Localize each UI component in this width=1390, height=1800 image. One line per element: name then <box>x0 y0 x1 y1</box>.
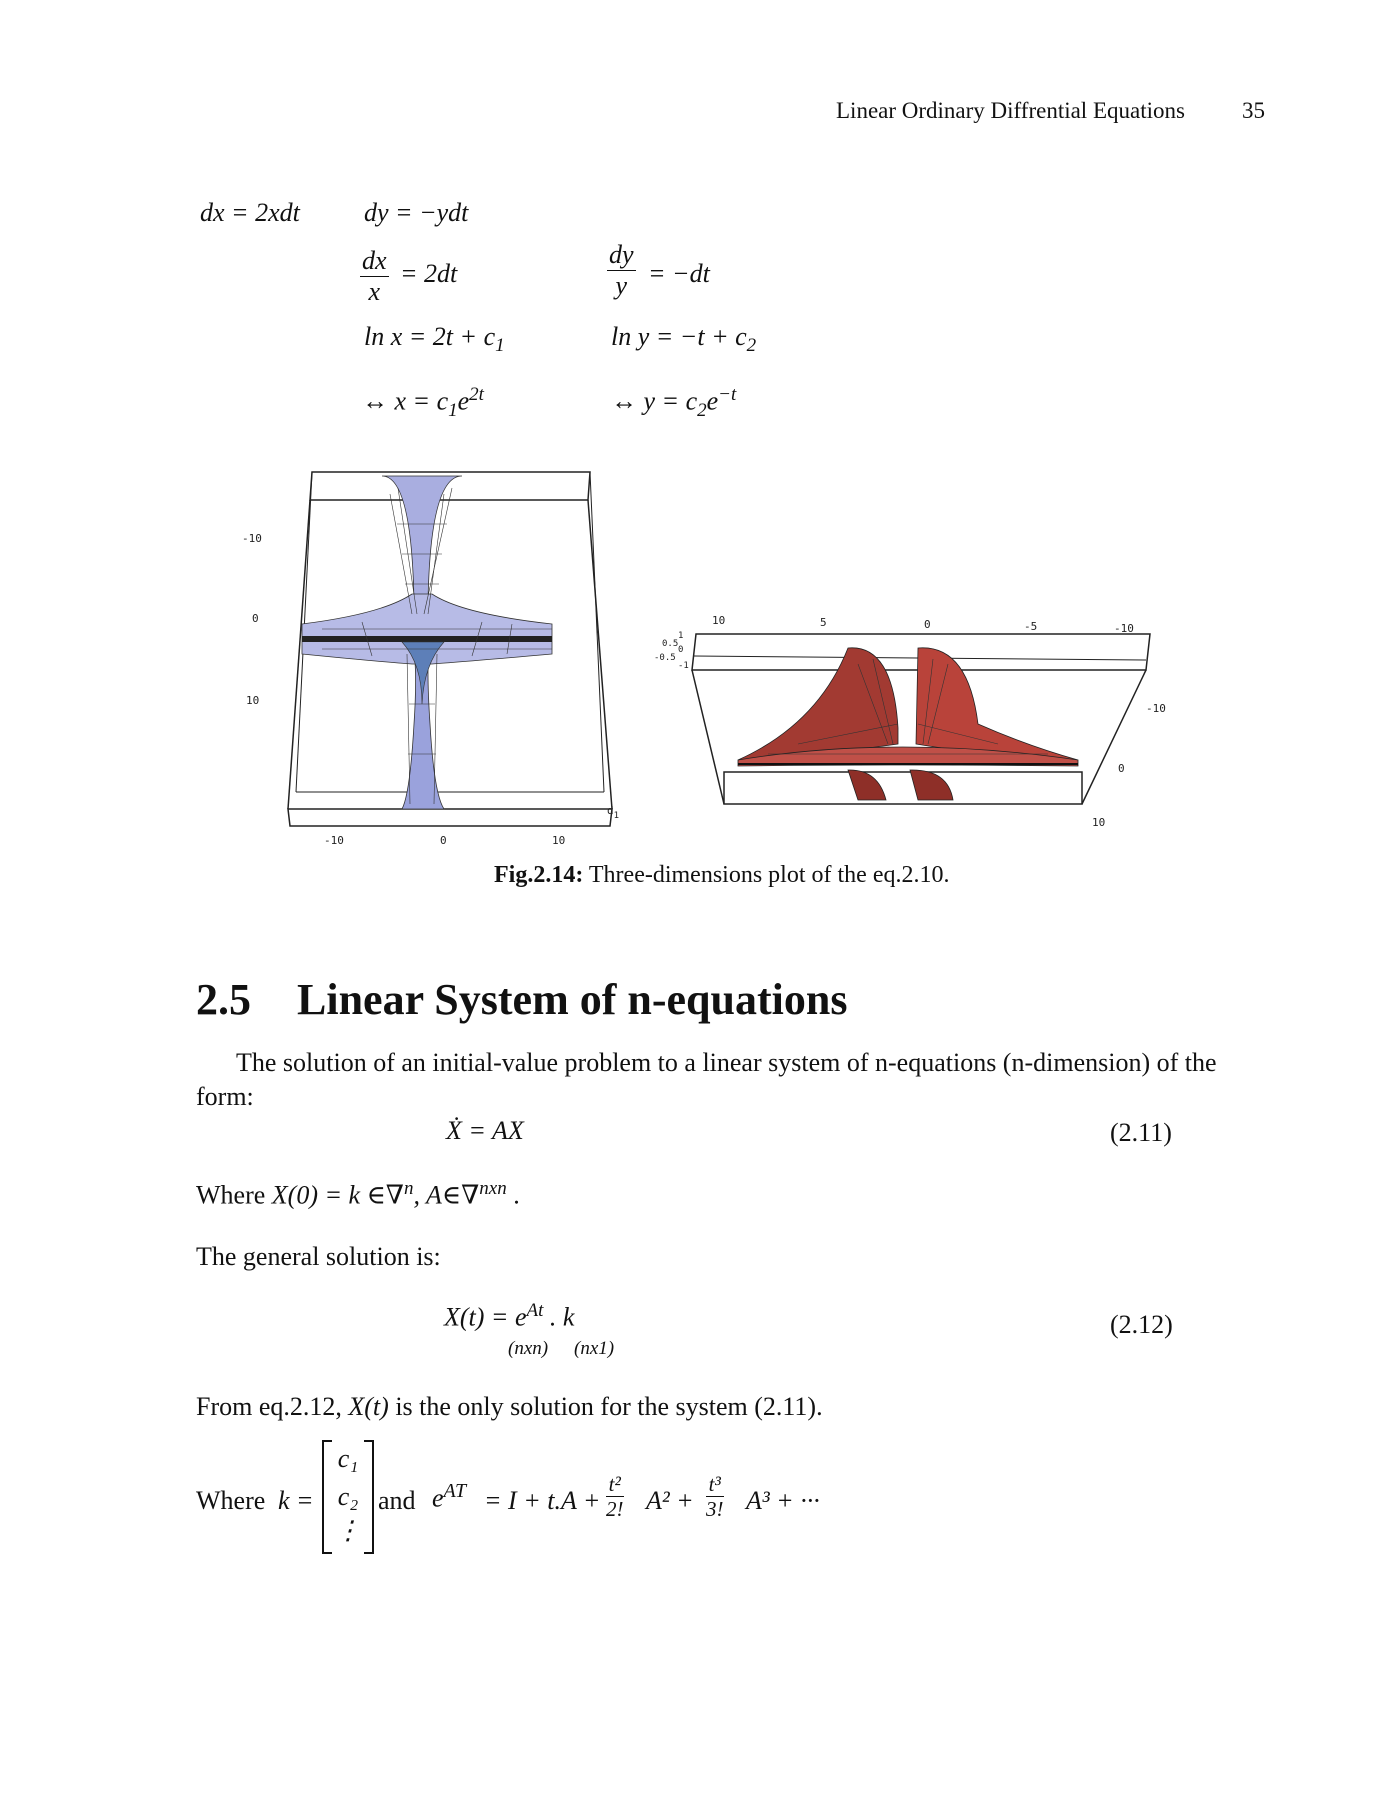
eq-minus-dt: = −dt <box>648 259 710 288</box>
exp-sup: AT <box>443 1480 467 1502</box>
right-top-tick-3: 0 <box>924 618 931 631</box>
frac-den: y <box>615 271 628 300</box>
eq-dx: dx = 2xdt <box>200 198 300 227</box>
where1-mid: , A∈∇ <box>413 1180 480 1210</box>
eq-2dt: = 2dt <box>400 259 458 288</box>
left-3d-plot <box>242 464 642 854</box>
left-plot-xtick-3: 10 <box>552 834 566 847</box>
eq-y-e: e <box>706 386 719 416</box>
where1-sup1: n <box>403 1178 414 1199</box>
eq-x-e: e <box>457 386 470 416</box>
right-surface-left-wing <box>738 648 898 760</box>
general-solution-label: The general solution is: <box>196 1242 441 1271</box>
eq-lnx-text: ln x = 2t + c <box>364 322 496 351</box>
left-plot-ytick-2: 0 <box>252 612 259 625</box>
where2-k: k = <box>278 1486 314 1515</box>
exp-frac2-den: 3! <box>706 1497 724 1521</box>
right-right-tick-3: 10 <box>1092 816 1106 829</box>
exp-frac1-den: 2! <box>606 1497 624 1521</box>
exp-rhs-a: = I + t.A + <box>484 1486 601 1515</box>
para1-line2: form: <box>196 1082 254 1111</box>
left-plot-ytick-1: -10 <box>242 532 262 545</box>
right-left-tick-3: 0 <box>678 645 684 655</box>
right-left-tick-2: 0.5 <box>662 639 679 649</box>
right-top-tick-2: 5 <box>820 616 827 629</box>
eq-2-11-number: (2.11) <box>1110 1118 1172 1147</box>
right-surface-lower-left <box>848 770 886 800</box>
right-surface-lower-right <box>910 770 953 800</box>
running-header-title: Linear Ordinary Diffrential Equations <box>836 98 1185 123</box>
frac-den: x <box>368 277 381 306</box>
eq-lny-text: ln y = −t + c <box>611 322 747 351</box>
exp-frac-2 <box>706 1472 724 1521</box>
eq212-sup: At <box>526 1300 544 1321</box>
frac-num: dy <box>609 240 634 269</box>
right-right-tick-1: -10 <box>1146 702 1166 715</box>
matrix-entry-2: c₂ <box>337 1482 359 1511</box>
right-left-tick-1: 1 <box>678 631 684 641</box>
figure-caption <box>494 862 949 889</box>
right-box-left <box>692 670 724 804</box>
plot-box-bottom <box>288 809 612 826</box>
eq212-under-1: (nxn) <box>508 1338 549 1359</box>
k-matrix <box>322 1440 374 1554</box>
matrix-entry-3: ⋮ <box>335 1516 361 1545</box>
from-line-b: is the only solution for the system (2.11). <box>388 1392 823 1421</box>
eq-2-12 <box>444 1300 574 1333</box>
eq212-under-2: (nx1) <box>574 1338 615 1359</box>
frac-dx-over-x <box>360 246 389 307</box>
from-line <box>196 1392 823 1422</box>
right-box-right <box>1082 670 1146 804</box>
eq-x-sup: 2t <box>469 384 484 405</box>
right-left-tick-5: -1 <box>678 661 689 671</box>
exp-lhs <box>432 1480 466 1514</box>
left-plot-xtick-2: 0 <box>440 834 447 847</box>
right-3d-plot <box>648 604 1188 844</box>
eq-lny <box>611 322 756 357</box>
from-line-math: X(t) <box>348 1392 389 1421</box>
eq-lnx <box>364 322 505 357</box>
where1-math: X(0) = k ∈∇ <box>271 1180 404 1210</box>
frac-dy-over-y <box>607 240 636 301</box>
section-title: Linear System of n-equations <box>297 975 848 1024</box>
page-number: 35 <box>1242 98 1265 123</box>
eq212-rhs: . k <box>543 1302 575 1332</box>
exp-frac2-num: t³ <box>706 1472 724 1497</box>
eq-y-sub: 2 <box>697 399 707 421</box>
right-left-tick-4: -0.5 <box>654 653 676 663</box>
right-top-tick-1: 10 <box>712 614 726 627</box>
where1-pre: Where <box>196 1180 272 1210</box>
eq-lny-sub: 2 <box>746 335 757 357</box>
right-right-tick-2: 0 <box>1118 762 1125 775</box>
where1-end: . <box>506 1180 520 1210</box>
corner-label-main: d <box>607 804 614 817</box>
para1-line1: The solution of an initial-value problem to a linear system of n-equations (n-dimension) of the <box>236 1048 1217 1077</box>
matrix-entry-1: c₁ <box>337 1444 359 1473</box>
from-line-a: From eq.2.12, <box>196 1392 349 1421</box>
eq-x-sub: 1 <box>448 399 458 421</box>
exp-rhs-b: A² + <box>646 1486 694 1515</box>
left-plot-corner-label <box>607 804 619 821</box>
plot-box-right-back <box>590 472 604 792</box>
right-box-bottom <box>724 772 1082 804</box>
exp-rhs-c: A³ + ··· <box>746 1486 820 1515</box>
caption-text: Three-dimensions plot of the eq.2.10. <box>583 862 950 888</box>
eq-lnx-sub: 1 <box>495 335 505 357</box>
eq-x-a: ↔ x = c <box>362 386 449 416</box>
eq-y-a: ↔ y = c <box>611 386 698 416</box>
where-line-1 <box>196 1178 520 1211</box>
eq-dy: dy = −ydt <box>364 198 469 227</box>
where1-sup2: nxn <box>479 1178 507 1199</box>
right-top-tick-4: -5 <box>1024 620 1038 633</box>
eq212-lhs: X(t) = e <box>444 1302 527 1332</box>
left-plot-ytick-3: 10 <box>246 694 260 707</box>
eq-x-solution <box>362 384 484 422</box>
where2-pre: Where <box>196 1486 266 1515</box>
corner-label-sub: 1 <box>613 811 620 821</box>
right-top-tick-5: -10 <box>1114 622 1134 635</box>
eq-y-sup: −t <box>718 384 737 405</box>
eq-2-12-number: (2.12) <box>1110 1310 1173 1339</box>
eq-y-solution <box>611 384 736 422</box>
eq-2-11: Ẋ = AX <box>446 1116 524 1145</box>
section-number: 2.5 <box>196 975 251 1024</box>
surface-center-shadow <box>302 636 552 642</box>
exp-frac-1 <box>606 1472 624 1521</box>
right-surface-right-wing <box>916 648 1078 760</box>
caption-label: Fig.2.14: <box>494 862 584 888</box>
plot-box-right-edge <box>588 500 612 809</box>
where2-and: and <box>378 1486 416 1515</box>
left-plot-xtick-1: -10 <box>324 834 344 847</box>
exp-e: e <box>432 1483 444 1513</box>
frac-num: dx <box>362 246 387 275</box>
exp-frac1-num: t² <box>606 1472 624 1497</box>
